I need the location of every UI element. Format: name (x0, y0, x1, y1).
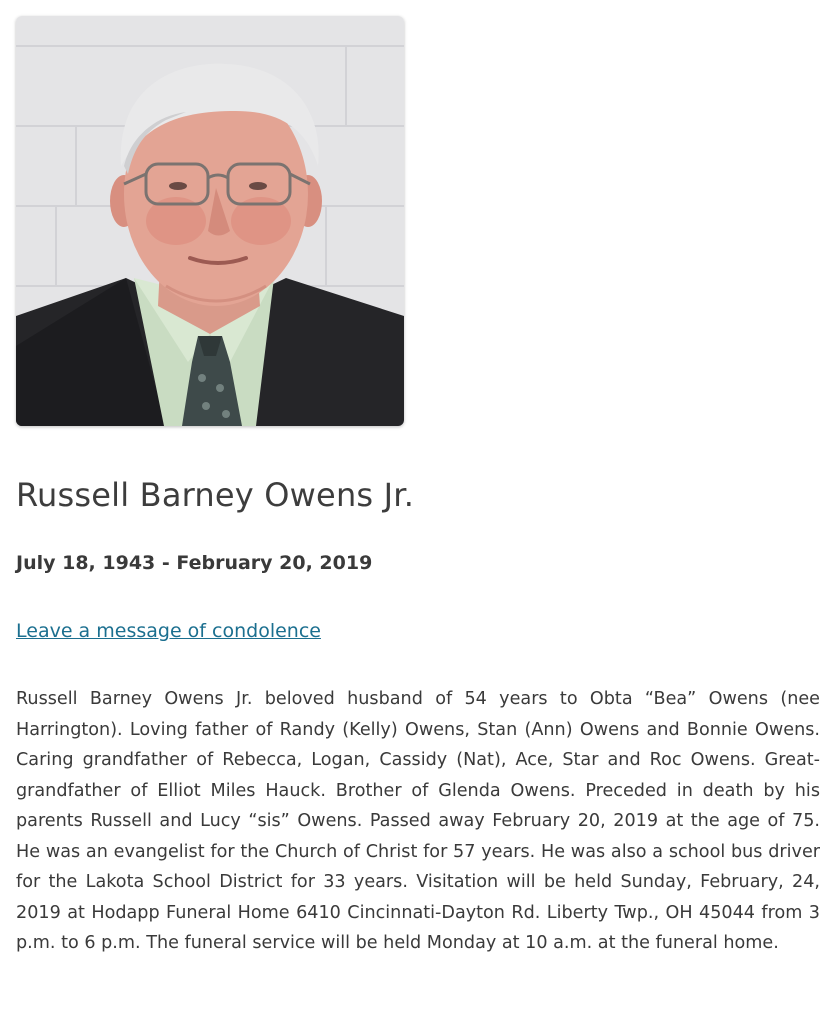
life-dates: July 18, 1943 - February 20, 2019 (16, 552, 373, 575)
portrait-illustration (16, 16, 404, 426)
obituary-text: Russell Barney Owens Jr. beloved husband of 54 years to Obta “Bea” Owens (nee Harrington). Loving father of Randy (Kelly) Owens, Stan (Ann) Owens and Bonnie Owens. Caring grandfather of Rebecca, Logan, Cassidy (Nat), Ace, Star and Roc Owens. Great-grandfather of Elliot Miles Hauck. Brother of Glenda Owens. Preceded in death by his parents Russell and Lucy “sis” Owens. Passed away February 20, 2019 at the age of 75. He was an evangelist for the Church of Christ for 57 years. He was also a school bus driver for the Lakota School District for 33 years. Visitation will be held Sunday, February, 24, 2019 at Hodapp Funeral Home 6410 Cincinnati-Dayton Rd. Liberty Twp., OH 45044 from 3 p.m. to 6 p.m. The funeral service will be held Monday at 10 a.m. at the funeral home. (16, 689, 820, 954)
obituary-page (16, 16, 820, 959)
condolence-link[interactable]: Leave a message of condolence (16, 620, 321, 643)
deceased-name: Russell Barney Owens Jr. (16, 476, 415, 514)
portrait-photo (16, 16, 404, 426)
